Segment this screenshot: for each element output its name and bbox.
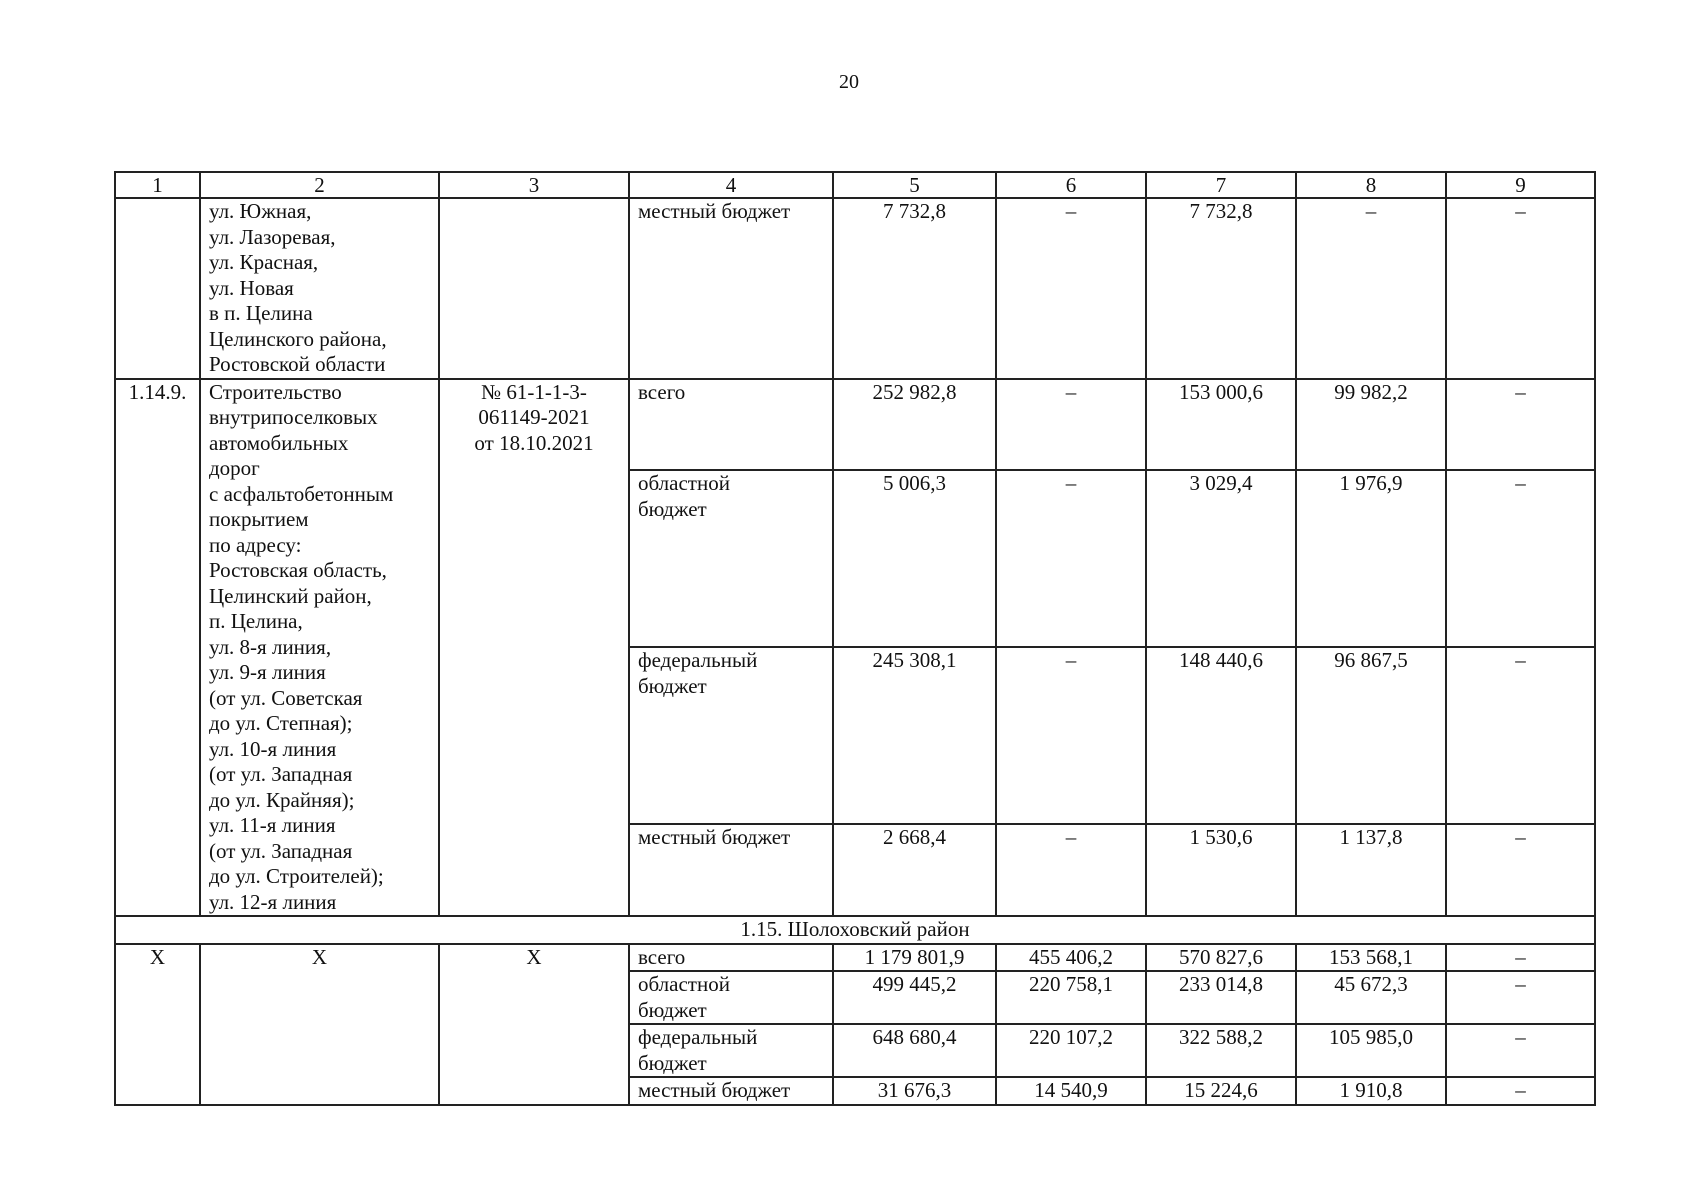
object-name-cell: ул. Южная, ул. Лазоревая, ул. Красная, ул. Новая в п. Целина Целинского района, Ростовской области <box>200 198 439 379</box>
value-cell: – <box>1446 824 1595 916</box>
funding-source-cell: федеральный бюджет <box>629 1024 833 1077</box>
value-cell: 570 827,6 <box>1146 944 1296 972</box>
value-cell: – <box>1296 198 1446 379</box>
value-cell: – <box>1446 647 1595 824</box>
page-number: 20 <box>839 71 859 93</box>
funding-source-cell: местный бюджет <box>629 1077 833 1105</box>
value-cell: – <box>1446 198 1595 379</box>
value-cell: 99 982,2 <box>1296 379 1446 471</box>
budget-table <box>114 171 1596 1106</box>
value-cell: 648 680,4 <box>833 1024 996 1077</box>
value-cell: 15 224,6 <box>1146 1077 1296 1105</box>
value-cell: 220 107,2 <box>996 1024 1146 1077</box>
value-cell: – <box>1446 470 1595 647</box>
document-cell <box>439 198 629 379</box>
object-name-cell: Строительство внутрипоселковых автомобильных дорог с асфальтобетонным покрытием по адресу: Ростовская область, Целинский район, п. Целина, ул. 8-я линия, ул. 9-я линия (от ул. Советская до ул. Степная); ул. 10-я линия (от ул. Западная до ул. Крайняя); ул. 11-я линия (от ул. Западная до ул. Строителей); ул. 12-я линия <box>200 379 439 917</box>
document-cell: Х <box>439 944 629 1105</box>
value-cell: 499 445,2 <box>833 971 996 1024</box>
section-title: 1.15. Шолоховский район <box>115 916 1595 944</box>
value-cell: 220 758,1 <box>996 971 1146 1024</box>
object-name-cell: Х <box>200 944 439 1105</box>
funding-source-cell: всего <box>629 944 833 972</box>
funding-source-cell: федеральный бюджет <box>629 647 833 824</box>
value-cell: 1 976,9 <box>1296 470 1446 647</box>
table-row <box>115 198 1595 379</box>
value-cell: 31 676,3 <box>833 1077 996 1105</box>
value-cell: 96 867,5 <box>1296 647 1446 824</box>
document-cell: № 61-1-1-3- 061149-2021 от 18.10.2021 <box>439 379 629 917</box>
funding-source-cell: всего <box>629 379 833 471</box>
value-cell: 7 732,8 <box>833 198 996 379</box>
item-number-cell <box>115 198 200 379</box>
header-cell: 7 <box>1146 172 1296 198</box>
value-cell: 148 440,6 <box>1146 647 1296 824</box>
value-cell: 45 672,3 <box>1296 971 1446 1024</box>
value-cell: 153 000,6 <box>1146 379 1296 471</box>
header-cell: 8 <box>1296 172 1446 198</box>
item-number-cell: 1.14.9. <box>115 379 200 917</box>
value-cell: 7 732,8 <box>1146 198 1296 379</box>
value-cell: 3 029,4 <box>1146 470 1296 647</box>
table-row <box>115 944 1595 972</box>
funding-source-cell: местный бюджет <box>629 824 833 916</box>
header-cell: 1 <box>115 172 200 198</box>
header-cell: 5 <box>833 172 996 198</box>
value-cell: 5 006,3 <box>833 470 996 647</box>
value-cell: – <box>996 470 1146 647</box>
value-cell: – <box>1446 971 1595 1024</box>
value-cell: 252 982,8 <box>833 379 996 471</box>
section-row <box>115 916 1595 944</box>
value-cell: – <box>996 647 1146 824</box>
value-cell: 233 014,8 <box>1146 971 1296 1024</box>
value-cell: 1 137,8 <box>1296 824 1446 916</box>
value-cell: – <box>996 824 1146 916</box>
value-cell: 1 179 801,9 <box>833 944 996 972</box>
value-cell: – <box>1446 1024 1595 1077</box>
funding-source-cell: областной бюджет <box>629 470 833 647</box>
value-cell: – <box>996 379 1146 471</box>
value-cell: 455 406,2 <box>996 944 1146 972</box>
value-cell: – <box>996 198 1146 379</box>
value-cell: 1 530,6 <box>1146 824 1296 916</box>
value-cell: – <box>1446 379 1595 471</box>
header-cell: 2 <box>200 172 439 198</box>
funding-source-cell: местный бюджет <box>629 198 833 379</box>
value-cell: 14 540,9 <box>996 1077 1146 1105</box>
item-number-cell: Х <box>115 944 200 1105</box>
table-row <box>115 379 1595 471</box>
header-cell: 4 <box>629 172 833 198</box>
header-cell: 3 <box>439 172 629 198</box>
header-row <box>115 172 1595 198</box>
funding-source-cell: областной бюджет <box>629 971 833 1024</box>
header-cell: 6 <box>996 172 1146 198</box>
value-cell: 2 668,4 <box>833 824 996 916</box>
value-cell: 105 985,0 <box>1296 1024 1446 1077</box>
value-cell: – <box>1446 1077 1595 1105</box>
value-cell: 153 568,1 <box>1296 944 1446 972</box>
value-cell: 1 910,8 <box>1296 1077 1446 1105</box>
value-cell: 322 588,2 <box>1146 1024 1296 1077</box>
value-cell: 245 308,1 <box>833 647 996 824</box>
header-cell: 9 <box>1446 172 1595 198</box>
value-cell: – <box>1446 944 1595 972</box>
